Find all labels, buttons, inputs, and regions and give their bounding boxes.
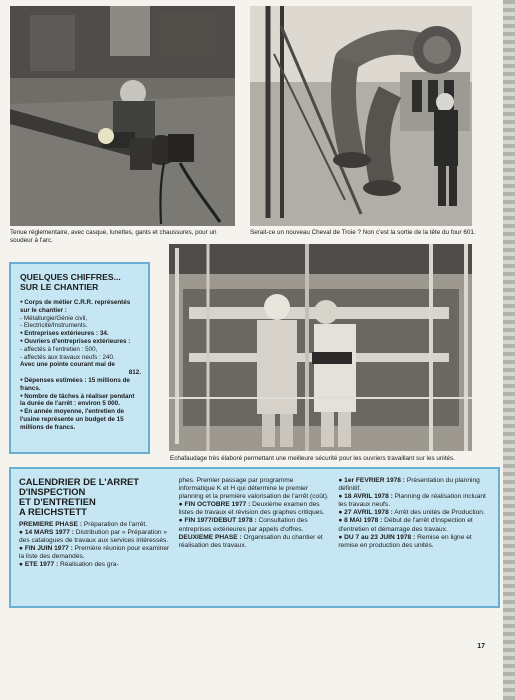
col1-item [19, 545, 171, 561]
col1-item-text: Réalisation des gra- [58, 561, 119, 569]
calendar-box [9, 467, 500, 608]
col1-item [19, 521, 171, 529]
col3-item-label: ● 27 AVRIL 1978 : [338, 509, 393, 517]
scaffold-photo-image [169, 244, 472, 451]
col3-item [338, 477, 490, 493]
scaffold-photo [169, 244, 472, 451]
pipe-caption: Serait-ce un nouveau Cheval de Troie ? Non c'est la sortie de la tête du four 601. [250, 229, 476, 236]
col2-item-text: Consultation des entreprises extérieures par appels d'offres. [178, 517, 308, 533]
col1-item [19, 529, 171, 545]
col2-item [179, 517, 331, 533]
col3-item-text: Remise en ligne et remise en production des unités. [338, 533, 472, 549]
stats-list [20, 299, 141, 432]
calendar-title-line-1: CALENDRIER DE L'ARRET [19, 476, 139, 487]
stats-box [9, 262, 150, 454]
calendar-column-1-items [19, 521, 171, 570]
col2-item-text: Organisation du chantier et réalisation des travaux. [178, 533, 323, 549]
col1-item-text: Préparation de l'arrêt. [82, 521, 148, 528]
col2-item-label: DEUXIEME PHASE : [178, 533, 242, 541]
calendar-title-line-3: ET D'ENTRETIEN [19, 496, 96, 507]
col3-item [338, 534, 490, 550]
stats-item: ● Ouvriers d'entreprises extérieures : [20, 338, 141, 346]
col3-item-text: Présentation du planning définitif. [338, 477, 480, 493]
pipe-photo [250, 6, 472, 226]
stats-item: ● En année moyenne, l'entretien de l'usine représente un budget de 15 millions de francs. [20, 408, 141, 431]
calendar-title [19, 477, 171, 517]
stats-item: - affectés à l'entretien : 500, [20, 345, 98, 353]
stats-title [20, 272, 141, 292]
welder-photo [10, 6, 235, 226]
stats-title-line-2: SUR LE CHANTIER [20, 282, 99, 292]
col1-item-label: ● FIN JUIN 1977 : [19, 545, 73, 553]
col2-item [179, 501, 331, 517]
pipe-photo-image [250, 6, 472, 226]
col2-item [179, 534, 331, 550]
col3-item-text: Début de l'arrêt d'inspection et d'entretien et démarrage des travaux. [338, 517, 473, 533]
welder-caption: Tenue réglementaire, avec casque, lunettes, gants et chaussures, pour un soudeur à l'arc. [10, 229, 217, 244]
scaffold-caption: Echafaudage très élaboré permettant une meilleure sécurité pour les ouvriers travaillant sur les unités. [170, 455, 455, 462]
binding-edge [503, 0, 515, 700]
col1-item-label: ● 14 MARS 1977 : [19, 529, 74, 537]
col1-item [19, 561, 171, 569]
col3-item-text: Planning de réalisation incluant les travaux neufs. [338, 493, 486, 509]
calendar-column-1 [19, 477, 171, 602]
calendar-column-3 [338, 477, 490, 602]
col3-item-text: Arrêt des unités de Production. [392, 509, 485, 517]
col1-item-text: Distribution par « Préparation » des catalogues de travaux aux services intéressés. [19, 529, 169, 545]
stats-item: Avec une pointe courant mai de [20, 361, 115, 369]
col3-item-label: ● 1er FEVRIER 1978 : [338, 477, 405, 484]
stats-title-line-1: QUELQUES CHIFFRES... [20, 272, 121, 282]
calendar-title-line-4: A REICHSTETT [19, 506, 87, 517]
col3-item-label: ● 18 AVRIL 1978 : [338, 493, 393, 501]
col3-item [338, 517, 490, 533]
col2-item-label: ● FIN 1977/DEBUT 1978 : [178, 517, 257, 525]
calendar-title-line-2: D'INSPECTION [19, 486, 86, 497]
col3-item [338, 509, 490, 517]
stats-item: ● Corps de métier C.R.R. représentés sur le chantier : [20, 299, 141, 315]
col2-item [179, 477, 331, 501]
stats-item: ● Entreprises extérieures : 34. [20, 330, 141, 338]
stats-item: ● Nombre de tâches à réaliser pendant la durée de l'arrêt : environ 5 000. [20, 393, 141, 409]
stats-item: - Electricité/Instruments. [20, 322, 88, 330]
col3-item-label: ● DU 7 au 23 JUIN 1978 : [338, 533, 416, 541]
col1-item-label: ● ETE 1977 : [19, 561, 59, 569]
col1-item-text: Première réunion pour examiner la liste des demandés. [19, 545, 170, 561]
col2-item-label: ● FIN OCTOBRE 1977 : [178, 501, 251, 509]
stats-item: - affectés aux travaux neufs : 240. [20, 353, 115, 361]
col2-item-text: phes. Premier passage par programme informatique K et H qui détermine le premier planning et la première valorisation de l'arrêt (coût). [178, 477, 329, 501]
stats-item: - Métallurgie/Génie civil, [20, 314, 88, 322]
welder-photo-image [10, 6, 235, 226]
col2-item-text: Deuxième examen des listes de travaux et révision des graphes critiques. [178, 501, 325, 517]
col3-item [338, 493, 490, 509]
col1-item-label: PREMIERE PHASE : [19, 521, 83, 528]
stats-item: ● Dépenses estimées : 15 millions de francs. [20, 377, 141, 393]
col3-item-label: ● 8 MAI 1978 : [338, 517, 383, 525]
stats-item: 812. [128, 369, 141, 377]
page-number: 17 [477, 643, 485, 650]
calendar-column-2 [179, 477, 331, 602]
